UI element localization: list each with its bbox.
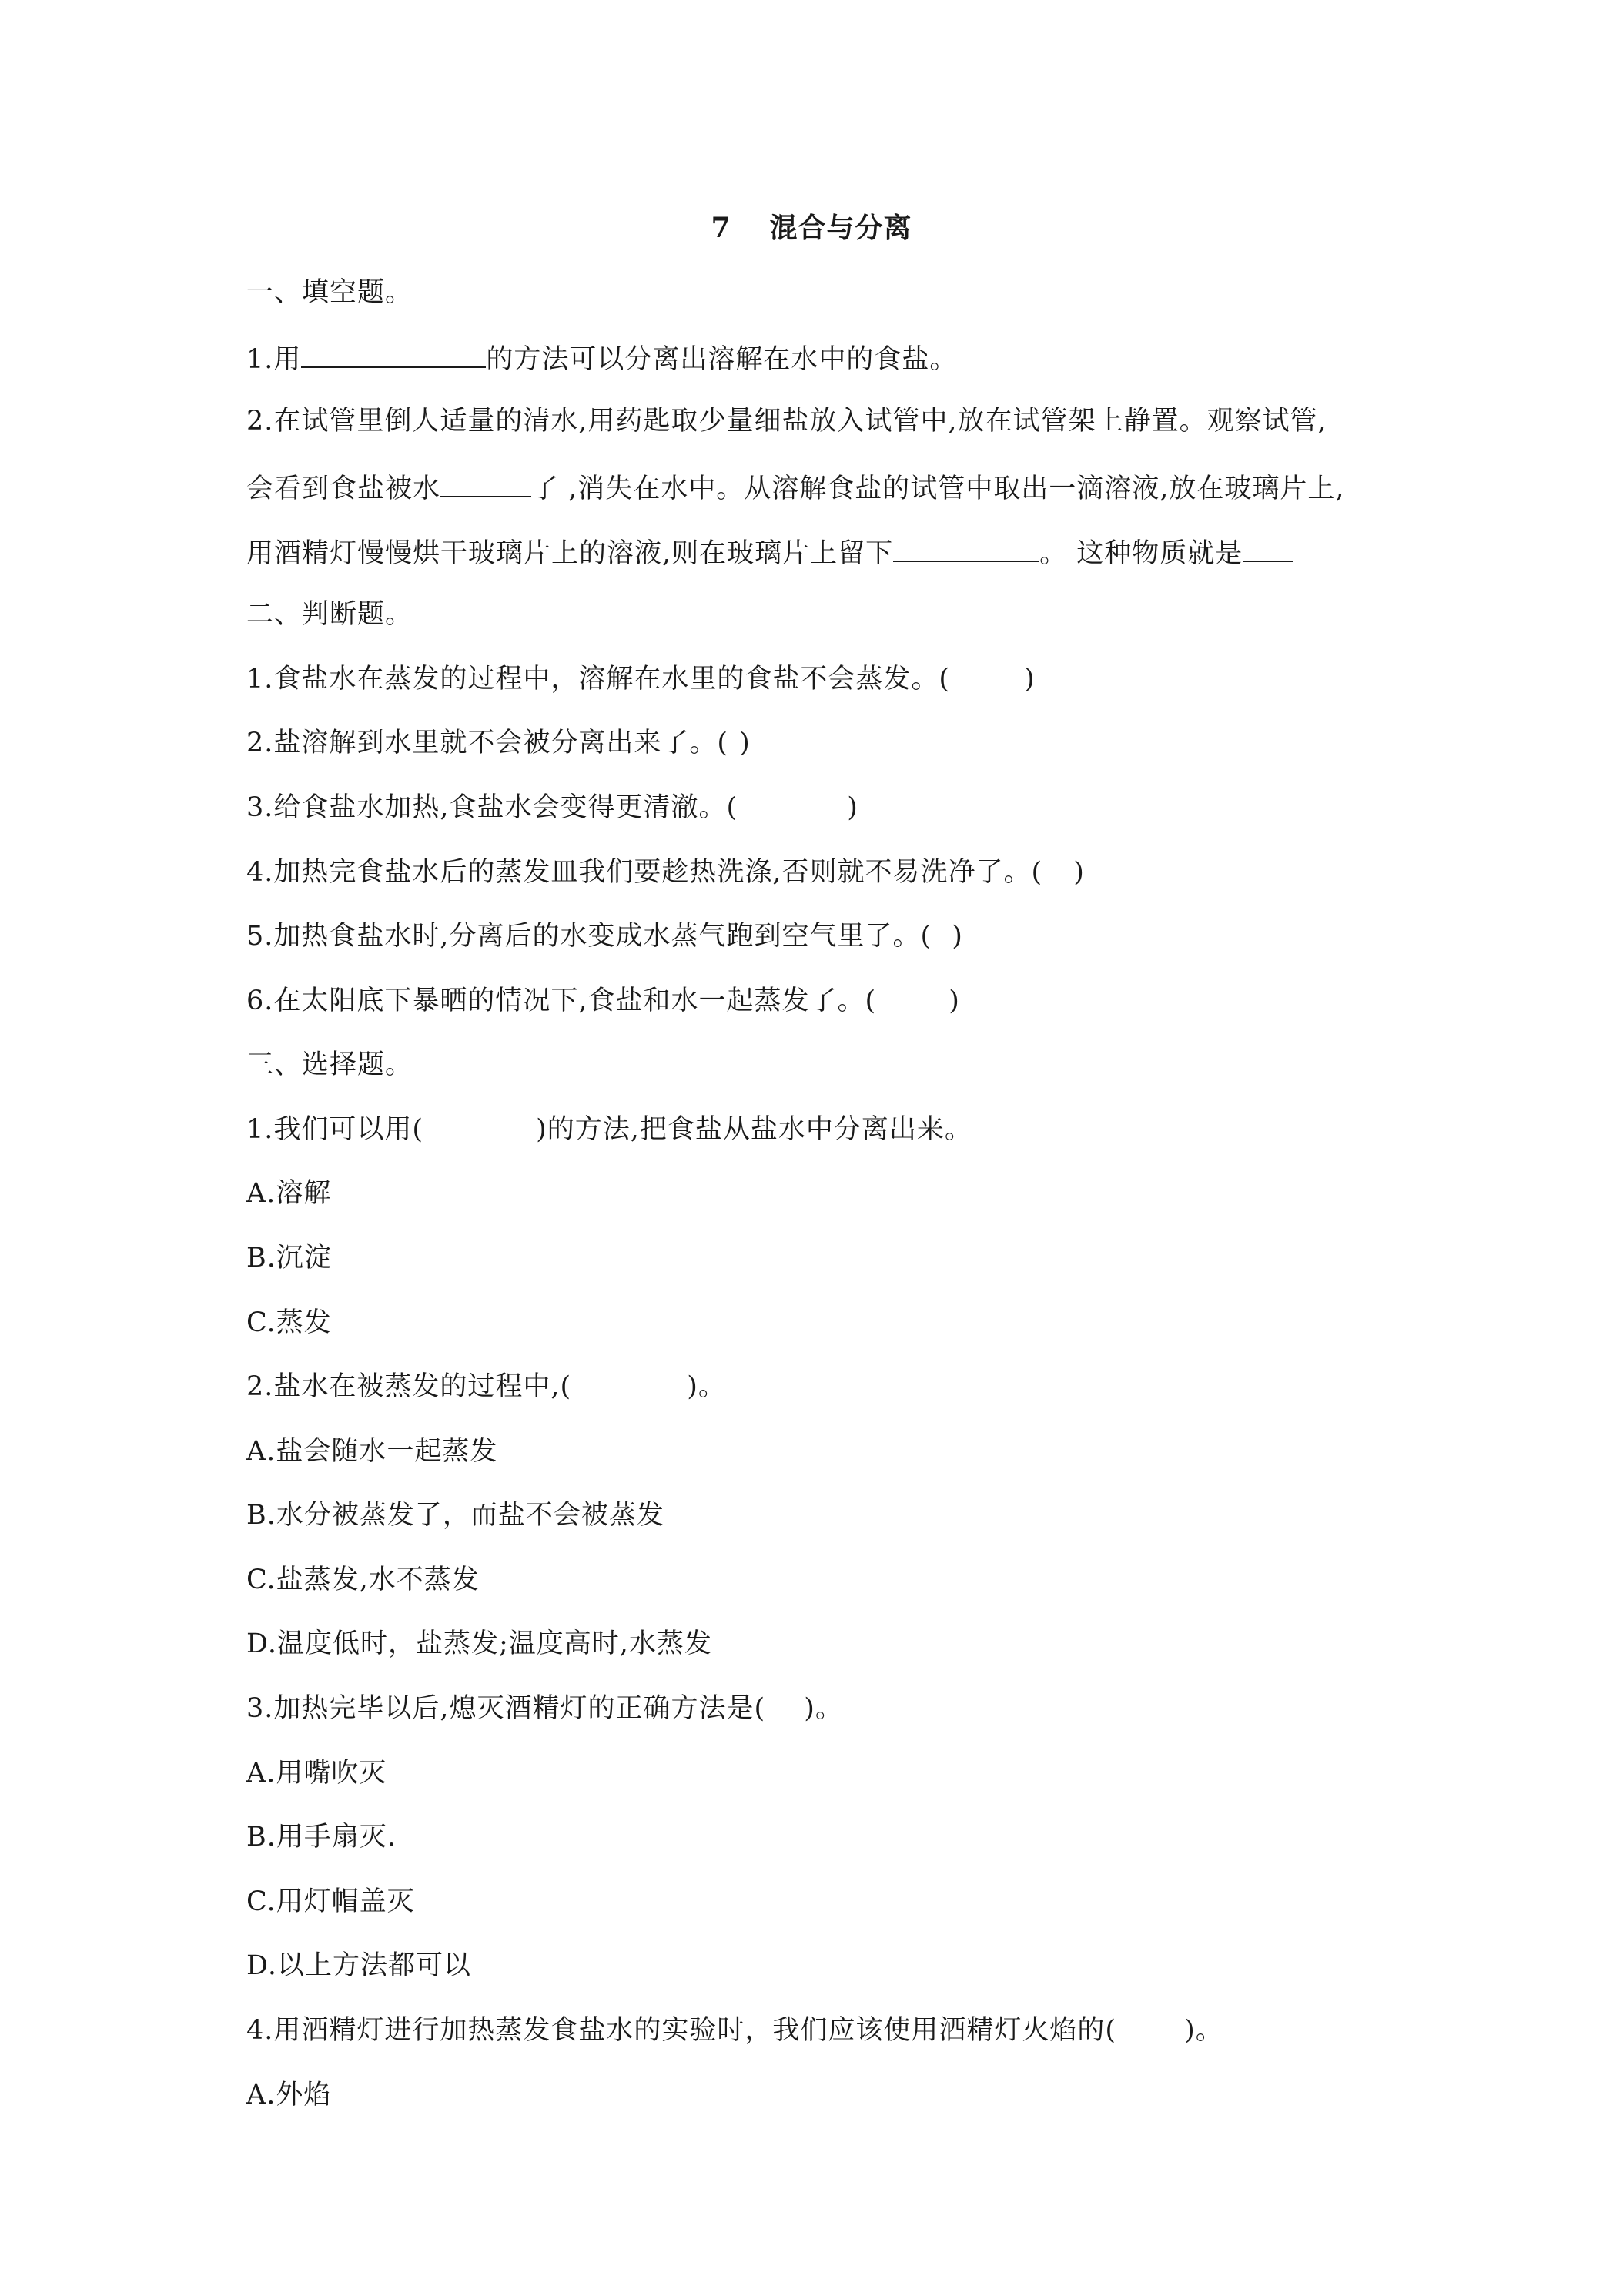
choice-q2-prefix: 2.盐水在被蒸发的过程中,(: [246, 1371, 572, 1402]
judge-q2-text: 2.盐溶解到水里就不会被分离出来了。(: [246, 728, 729, 758]
choice-option[interactable]: D.温度低时，盐蒸发;温度高时,水蒸发: [246, 1628, 712, 1659]
judge-question-5: [246, 917, 963, 956]
choice-q1-suffix: )的方法,把食盐从盐水中分离出来。: [536, 1114, 972, 1145]
choice-q3-suffix: )。: [804, 1693, 843, 1724]
section-heading-multiple-choice: 三、选择题。: [246, 1049, 413, 1080]
choice-q3-prefix: 3.加热完毕以后,熄灭酒精灯的正确方法是(: [246, 1693, 766, 1724]
close-paren: ): [739, 728, 751, 758]
answer-blank[interactable]: [1243, 531, 1293, 562]
section-heading-fill-blank: 一、填空题。: [246, 277, 413, 308]
choice-q4-prefix: 4.用酒精灯进行加热蒸发食盐水的实验时，我们应该使用酒精灯火焰的(: [246, 2015, 1117, 2046]
judge-question-1: [246, 660, 1036, 698]
choice-question-1: [246, 1110, 972, 1149]
choice-option[interactable]: A.用嘴吹灭: [246, 1758, 387, 1789]
fill-q1-suffix: 的方法可以分离出溶解在水中的食盐。: [486, 344, 958, 375]
answer-blank[interactable]: [440, 467, 531, 497]
choice-question-3: [246, 1689, 843, 1728]
choice-option[interactable]: B.水分被蒸发了，而盐不会被蒸发: [246, 1500, 664, 1531]
choice-q4-suffix: )。: [1184, 2015, 1223, 2046]
page-title: [0, 206, 1623, 246]
lesson-number: 7: [711, 212, 731, 244]
choice-q2-suffix: )。: [687, 1371, 726, 1402]
choice-question-2: [246, 1367, 726, 1406]
close-paren: ): [952, 921, 963, 952]
close-paren: ): [1024, 664, 1036, 694]
judge-question-2: [246, 724, 751, 762]
answer-blank[interactable]: [893, 531, 1039, 562]
choice-option[interactable]: B.用手扇灭.: [246, 1822, 397, 1853]
judge-q5-text: 5.加热食盐水时,分离后的水变成水蒸气跑到空气里了。(: [246, 921, 932, 952]
fill-question-2-line2: [246, 467, 1345, 508]
choice-option[interactable]: A.溶解: [246, 1178, 332, 1209]
judge-q6-text: 6.在太阳底下暴晒的情况下,食盐和水一起蒸发了。(: [246, 986, 877, 1016]
fill-q2-line3-mid: 。 这种物质就是: [1039, 538, 1243, 569]
judge-q1-text: 1.食盐水在蒸发的过程中，溶解在水里的食盐不会蒸发。(: [246, 664, 951, 694]
fill-question-2-line3: [246, 531, 1293, 573]
choice-option[interactable]: A.盐会随水一起蒸发: [246, 1436, 498, 1467]
judge-question-3: [246, 788, 858, 827]
judge-question-4: [246, 853, 1085, 892]
fill-question-2-line1: 2.在试管里倒人适量的清水,用药匙取少量细盐放入试管中,放在试管架上静置。观察试管,: [246, 406, 1327, 437]
choice-q1-prefix: 1.我们可以用(: [246, 1114, 424, 1145]
fill-q2-prefix: 会看到食盐被水: [246, 474, 441, 504]
choice-question-4: [246, 2011, 1223, 2050]
choice-option[interactable]: A.外焰: [246, 2080, 332, 2110]
close-paren: ): [1073, 857, 1085, 888]
section-heading-true-false: 二、判断题。: [246, 599, 413, 630]
fill-question-1: [246, 337, 957, 379]
choice-option[interactable]: C.盐蒸发,水不蒸发: [246, 1565, 480, 1595]
close-paren: ): [847, 792, 858, 823]
lesson-title: 混合与分离: [769, 212, 912, 244]
close-paren: ): [949, 986, 960, 1016]
judge-q4-text: 4.加热完食盐水后的蒸发皿我们要趁热洗涤,否则就不易洗净了。(: [246, 857, 1043, 888]
choice-option[interactable]: D.以上方法都可以: [246, 1950, 471, 1981]
judge-question-6: [246, 982, 960, 1020]
judge-q3-text: 3.给食盐水加热,食盐水会变得更清澈。(: [246, 792, 738, 823]
answer-blank[interactable]: [301, 337, 486, 368]
fill-q1-prefix: 1.用: [246, 344, 302, 375]
fill-q2-line3-prefix: 用酒精灯慢慢烘干玻璃片上的溶液,则在玻璃片上留下: [246, 538, 894, 569]
choice-option[interactable]: C.用灯帽盖灭: [246, 1886, 415, 1917]
fill-q2-suffix: 了 ,消失在水中。从溶解食盐的试管中取出一滴溶液,放在玻璃片上,: [531, 474, 1345, 504]
choice-option[interactable]: C.蒸发: [246, 1307, 332, 1338]
choice-option[interactable]: B.沉淀: [246, 1243, 332, 1274]
